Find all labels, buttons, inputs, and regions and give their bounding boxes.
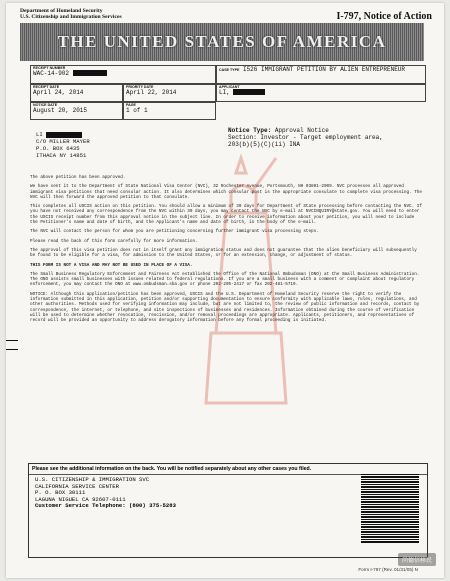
section-line2: 203(b)(5)(C)(ii) INA [228, 141, 301, 148]
receipt-date-cell [30, 84, 123, 102]
redaction [73, 70, 107, 76]
receipt-date-label: RECEIPT DATE [33, 85, 60, 89]
page-label: PAGE [126, 103, 136, 107]
receipt-number: WAC-14-902 [33, 70, 70, 77]
footer-line3: P. O. BOX 30111 [35, 489, 86, 497]
fold-mark [6, 349, 18, 350]
priority-date-label: PRIORITY DATE [126, 85, 154, 89]
body-paragraph: The NVC will contact the person for whom you are petitioning concerning further immigrant visa processing steps. [30, 229, 319, 235]
fold-mark [6, 340, 18, 341]
notice-box [228, 127, 428, 148]
section: Investor - Target employment area, [260, 134, 383, 141]
form-number: Form I-797 (Rev. 01/31/05) N [358, 567, 418, 572]
visa-warning: THIS FORM IS NOT A VISA AND MAY NOT BE USED IN PLACE OF A VISA. [30, 262, 193, 268]
footer-note: Please see the additional information on the back. You will be notified separately about any other cases you filed. [29, 464, 427, 475]
agency-header [20, 8, 122, 21]
recipient-line2: C/O MILLER MAYER [36, 138, 90, 145]
receipt-number-cell [30, 65, 216, 84]
applicant-cell [216, 84, 426, 102]
body-paragraph: The above petition has been approved. [30, 175, 126, 180]
receipt-date: April 24, 2014 [33, 89, 84, 96]
body-paragraph: NOTICE: Although this application/petition has been approved, USCIS and the U.S. Department of Homeland Security reserve the right to verify the information submitted in this application, petition and/or supporting documentation to ensure conformity with applicable laws, rules, regulations, and other authorities. Methods used for verifying information may include, but are not limited to, the review of public information and records, contact by correspondence, the internet, or telephone, and site inspections of businesses and residences. Information obtained during the course of verification will be used to determine whether revocation, rescission, and/or removal proceedings are appropriate. Applicants, petitioners, and representatives of record will be provided an opportunity to address derogatory information before any formal proceeding is initiated. [30, 291, 420, 324]
page-cell [123, 102, 216, 120]
notice-body [30, 175, 422, 328]
footer-box [28, 463, 428, 558]
recipient-line3: P.O. BOX 6435 [36, 145, 80, 152]
applicant: LI, [219, 89, 230, 96]
barcode [361, 474, 419, 544]
notice-date-label: NOTICE DATE [33, 103, 58, 107]
case-type-cell [216, 65, 426, 84]
notice-type: Approval Notice [274, 127, 329, 134]
notice-date-cell [30, 102, 123, 120]
priority-date: April 22, 2014 [126, 89, 177, 96]
case-type-label: CASE TYPE [219, 68, 240, 72]
body-paragraph: This completes all USCIS action on this petition. You should allow a minimum of 30 days for Department of State processing before contacting the NVC. If you have not received any correspondence from the NVC within 30 days, you may contact the NVC by e-mail at NVCINQUIRY@state.gov. You will need to enter the USCIS receipt number from this approval notice in the subject line. In order to receive information about your petition, you will need to include the Petitioner's name and date of birth, and the Applicant's name and date of birth, in the body of the e-mail. [30, 204, 422, 226]
recipient-address [36, 131, 90, 159]
notice-document [6, 3, 444, 578]
body-paragraph: We have sent it to the Department of State National Visa Center (NVC), 32 Rochester Avenue, Portsmouth, NH 03801-2909. NVC processes all approved immigrant visa petitions that need consular action. It also determines which consular post is the appropriate consulate to complete visa processing. The NVC will then forward the approved petition to that consulate. [30, 184, 422, 200]
footer-line2: CALIFORNIA SERVICE CENTER [35, 482, 119, 490]
banner-text: THE UNITED STATES OF AMERICA [57, 32, 387, 51]
notice-date: August 20, 2015 [33, 107, 88, 114]
redaction [233, 89, 265, 95]
footer-line1: U.S. CITIZENSHIP & IMMIGRATION SVC [35, 476, 150, 483]
footer-line4: LAGUNA NIGUEL CA 92607-0111 [35, 495, 126, 503]
redaction [46, 132, 82, 138]
page-number: 1 of 1 [126, 107, 148, 114]
notice-type-label: Notice Type: [228, 127, 272, 134]
body-paragraph: The approval of this visa petition does not in itself grant any immigration status and does not guarantee that the alien beneficiary will subsequently be found to be eligible for a visa, for admission to the United States, or for an extension, change, or adjustment of status. [30, 247, 417, 259]
customer-service-phone: Customer Service Telephone: (800) 375-5283 [35, 502, 176, 510]
body-paragraph: The Small Business Regulatory Enforcement and Fairness Act established the Office of the National Ombudsman (ONO) at the Small Business Administration. The ONO assists small businesses with issues related to federal regulations. If you are a small business with a comment or complaint about regulatory enforcement, you may contact the ONO at www.ombudsman.sba.gov or phone 202-205-2417 or fax 202-481-5719. [30, 271, 420, 288]
receipt-number-label: RECEIPT NUMBER [33, 66, 66, 70]
agency-line2: U.S. Citizenship and Immigration Services [20, 14, 122, 21]
section-label: Section: [228, 134, 257, 141]
agency-line1: Department of Homeland Security [20, 8, 103, 14]
applicant-label: APPLICANT [219, 85, 240, 89]
priority-date-cell [123, 84, 216, 102]
recipient-name: LI [36, 131, 43, 138]
case-type: I526 IMMIGRANT PETITION BY ALIEN ENTREPRENEUR [242, 66, 406, 73]
body-paragraph: Please read the back of this form carefully for more information. [30, 238, 198, 244]
form-title: I-797, Notice of Action [336, 11, 432, 22]
source-watermark: 尚德信移民 [398, 553, 436, 566]
recipient-line4: ITHACA NY 14851 [36, 152, 87, 159]
banner [20, 23, 424, 61]
